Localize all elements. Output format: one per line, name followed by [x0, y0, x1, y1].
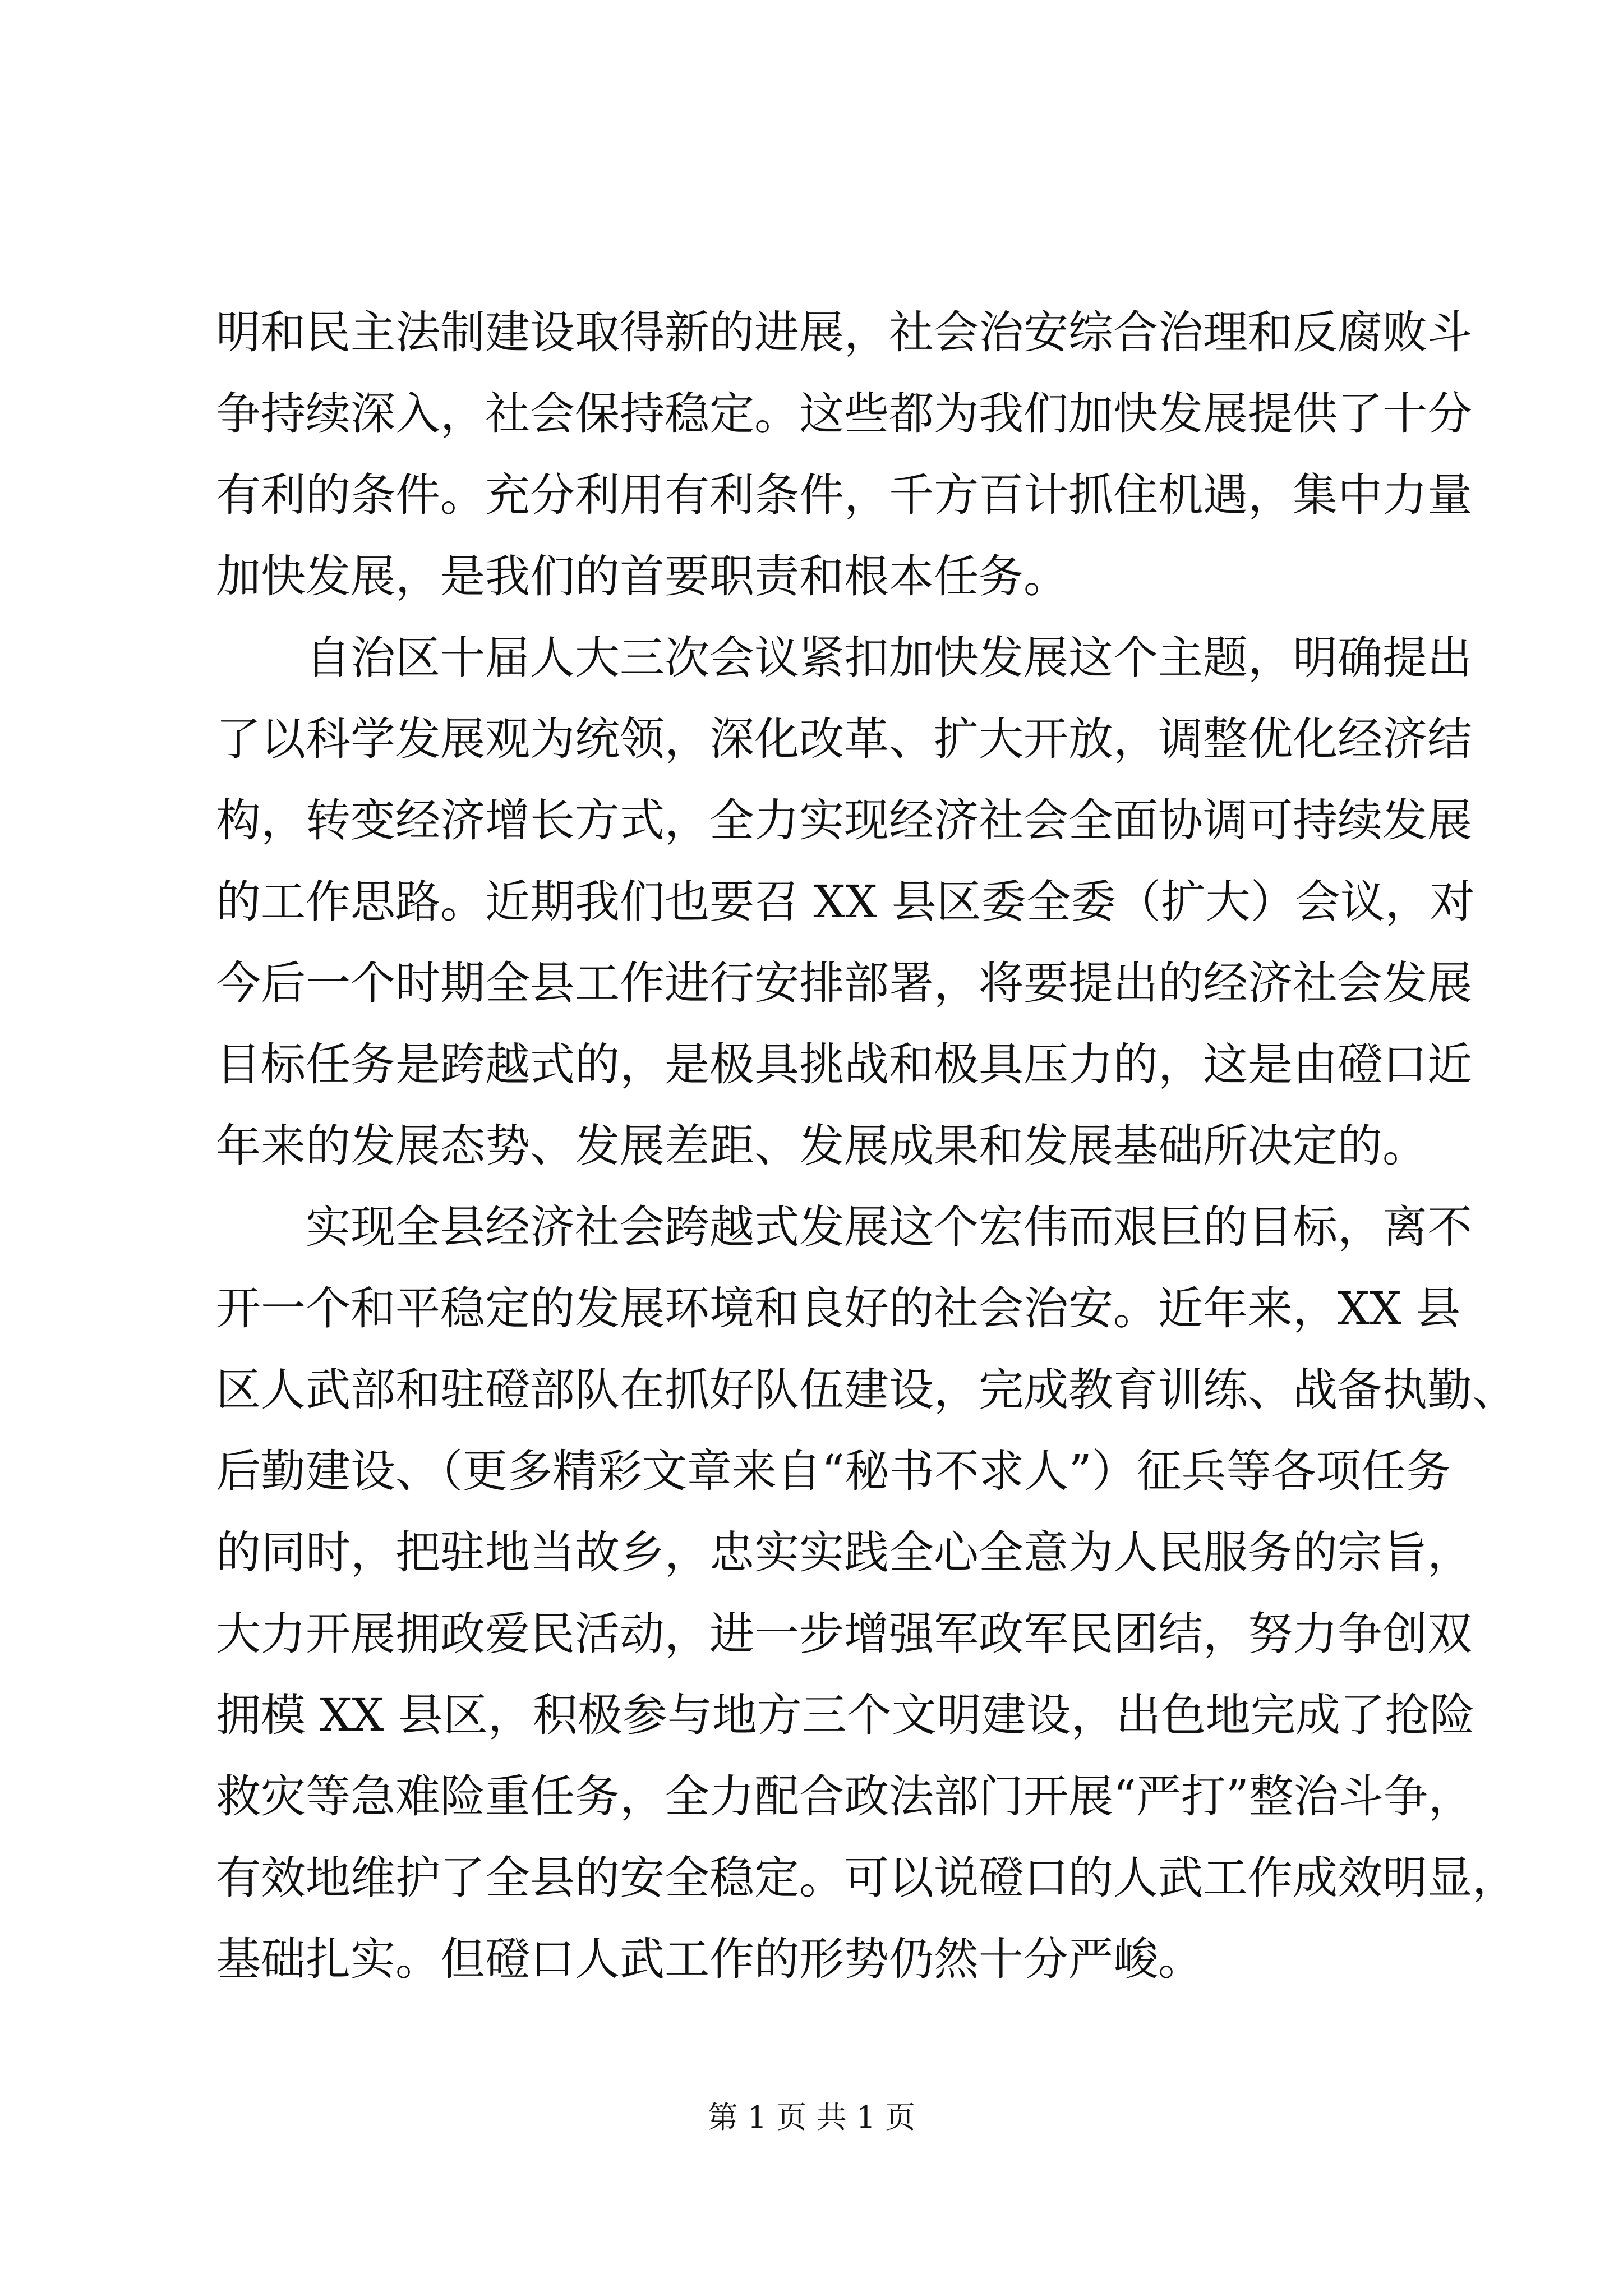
text-line: 开一个和平稳定的发展环境和良好的社会治安。近年来，XX 县 [216, 1282, 1461, 1335]
text-line: 目标任务是跨越式的，是极具挑战和极具压力的，这是由磴口近 [216, 1038, 1472, 1091]
paragraph-1 [216, 292, 1472, 617]
text-line: 区人武部和驻磴部队在抓好队伍建设，完成教育训练、战备执勤、 [216, 1364, 1517, 1416]
text-line: 加快发展，是我们的首要职责和根本任务。 [216, 550, 1068, 602]
text-line: 争持续深入，社会保持稳定。这些都为我们加快发展提供了十分 [216, 388, 1472, 440]
text-line: 实现全县经济社会跨越式发展这个宏伟而艰巨的目标，离不 [306, 1201, 1472, 1253]
paragraph-2 [216, 617, 1475, 1186]
text-line: 有效地维护了全县的安全稳定。可以说磴口的人武工作成效明显， [216, 1852, 1517, 1904]
text-line: 了以科学发展观为统领，深化改革、扩大开放，调整优化经济结 [216, 713, 1472, 765]
text-line: 基础扎实。但磴口人武工作的形势仍然十分严峻。 [216, 1933, 1203, 1985]
text-line: 年来的发展态势、发展差距、发展成果和发展基础所决定的。 [216, 1120, 1427, 1172]
text-line: 有利的条件。充分利用有利条件，千方百计抓住机遇，集中力量 [216, 469, 1472, 521]
text-line: 构，转变经济增长方式，全力实现经济社会全面协调可持续发展 [216, 794, 1472, 846]
text-line: 拥模 XX 县区，积极参与地方三个文明建设，出色地完成了抢险 [216, 1689, 1475, 1741]
text-line: 自治区十届人大三次会议紧扣加快发展这个主题，明确提出 [306, 632, 1472, 684]
text-line: 救灾等急难险重任务，全力配合政法部门开展“严打”整治斗争， [216, 1770, 1473, 1823]
text-line: 今后一个时期全县工作进行安排部署，将要提出的经济社会发展 [216, 957, 1472, 1009]
text-line: 的工作思路。近期我们也要召 XX 县区委全委（扩大）会议，对 [216, 876, 1475, 928]
text-line: 后勤建设、（更多精彩文章来自“秘书不求人”）征兵等各项任务 [216, 1445, 1451, 1497]
body-text [216, 292, 1517, 2000]
text-line: 的同时，把驻地当故乡，忠实实践全心全意为人民服务的宗旨， [216, 1526, 1472, 1579]
page-number-footer: 第 1 页 共 1 页 [707, 2100, 916, 2135]
text-line: 大力开展拥政爱民活动，进一步增强军政军民团结，努力争创双 [216, 1608, 1472, 1660]
text-line: 明和民主法制建设取得新的进展，社会治安综合治理和反腐败斗 [216, 306, 1472, 358]
paragraph-3 [216, 1186, 1517, 2000]
